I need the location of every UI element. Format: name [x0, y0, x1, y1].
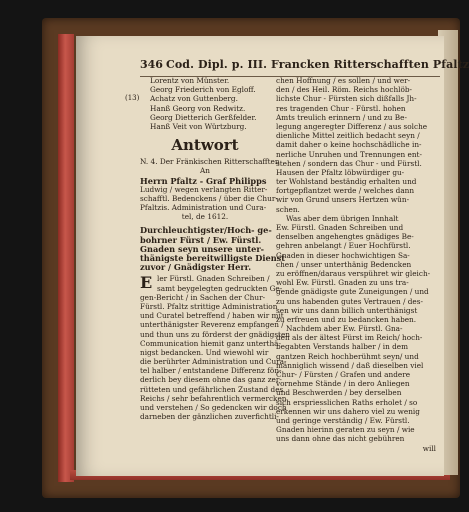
book-page [76, 36, 469, 476]
page-header [140, 56, 469, 77]
body-line: dienliche Mittel zeitlich bedacht seyn / [276, 131, 420, 141]
page-edges-red [58, 34, 74, 482]
signatory: Georg Friederich von Egloff. [150, 85, 256, 95]
body-line: schen. [276, 204, 300, 214]
body-line: tel halber / entstandene Differenz fön- [140, 366, 282, 376]
body-line: stehen / sondern das Chur - und Fürstl. [276, 158, 422, 168]
salutation-line: thänigste bereitwilligste Dienst [140, 253, 286, 263]
body-line: begabten Verstands halber / in dem [276, 342, 409, 352]
body-line: zu erfreuen und zu bedancken haben. [276, 314, 417, 324]
signatory: Georg Dietterich Gerßfelder. [150, 112, 257, 122]
salutation-line: zuvor / Gnädigster Herr. [140, 262, 252, 273]
body-line: Ew. Fürstl. Gnaden Schreiben und [276, 223, 404, 232]
body-line: erkennen wir uns dahero viel zu wenig [276, 406, 420, 416]
body-line: zu eröffnen/daraus verspühret wir gleich- [276, 268, 431, 278]
signatory: Hanß Veit von Würtzburg. [150, 121, 247, 131]
intro-line: tel, de 1612. [181, 212, 229, 222]
body-line: vornehme Stände / in dero Anliegen [276, 379, 410, 389]
body-line: gen-Bericht / in Sachen der Chur- [140, 292, 266, 302]
margin-note: (13) [125, 94, 140, 103]
body-line: Amts treulich erinnern / und zu Be- [276, 112, 407, 122]
body-line: Communication hiemit ganz unterthä- [140, 338, 281, 348]
body-line: derlich bey diesem ohne das ganz zer- [140, 375, 282, 385]
body-line: uns dann ohne das nicht gebühren [276, 434, 405, 444]
body-line: nigst bedancken. Und wiewohl wir [140, 347, 269, 357]
body-line: Chur- / Fürsten / Grafen und andere [276, 370, 411, 379]
body-line: chen / unser unterthänig Bedencken [276, 259, 412, 269]
left-column [125, 76, 291, 422]
body-line: denselben angehengtes gnädiges Be- [276, 232, 414, 242]
intro-line: Pfaltzis. Administration und Cura- [140, 203, 267, 213]
body-line: und Beschwerden / bey derselben [276, 388, 402, 398]
body-line: gende gnädigste gute Zuneigungen / und [276, 287, 429, 297]
signatory: (13) Achatz von Guttenberg. [125, 94, 238, 104]
catchword: will [422, 443, 436, 453]
body-line: res tragenden Chur - Fürstl. hohen [276, 103, 406, 113]
section-heading: Antwort [171, 136, 239, 155]
body-line: gantzen Reich hochberühmt seyn/ und [276, 351, 419, 361]
body-line: Gnaden hierinn geraten zu seyn / wie [276, 425, 415, 435]
body-line: den / des Heil. Röm. Reichs hochlöb- [276, 85, 413, 95]
page-number: 346 [140, 58, 163, 71]
drop-cap: E [140, 273, 153, 293]
body-line: fortgepflantzet werde / welches dann [276, 186, 415, 196]
right-column [276, 76, 438, 453]
body-line: wohl Ew. Fürstl. Gnaden zu uns tra- [276, 278, 409, 288]
body-line: die berührter Administration und Cura- [140, 357, 287, 367]
body-line: samt beygelegten gedruckten Ge- [157, 283, 283, 293]
body-line: wir von Grund unsers Hertzen wün- [276, 195, 410, 205]
intro-line: Herrn Pfaltz - Graf Philipps [140, 175, 267, 186]
body-line: gehren anbelangt / Euer Hochfürstl. [276, 241, 411, 251]
body-line: rütteten und gefährlichen Zustand des [140, 384, 284, 394]
body-line: sich erspriesslichen Raths erholet / so [276, 397, 418, 407]
body-line: ter Wohlstand beständig erhalten und [276, 177, 417, 187]
body-paragraph [140, 273, 291, 422]
body-line: Reichs / sehr befahrentlich vermercken [140, 393, 287, 403]
body-line: und thun uns zu förderst der gnädigsten [140, 329, 291, 339]
signatory: Lorentz von Münster. [150, 76, 230, 85]
body-line: nerliche Unruhen und Trennungen ent- [276, 149, 422, 159]
running-title: Cod. Dipl. p. III. Francken Ritterschafften Pfaltz [166, 58, 469, 71]
body-line: ler Fürstl. Gnaden Schreiben / [157, 274, 270, 284]
body-line: sen wir uns dann billich unterthänigst [276, 305, 418, 315]
body-line: Gnaden in dieser hochwichtigen Sa- [276, 250, 410, 260]
body-line: und verstehen / So gedencken wir doch [140, 403, 287, 412]
body-line: legung angeregter Differenz / aus solche [276, 121, 428, 131]
body-line: Hausen der Pfaltz löbwürdiger gu- [276, 167, 405, 177]
body-line: Was aber dem übrigen Innhalt [286, 213, 399, 223]
body-line: den als der ältest Fürst im Reich/ hoch- [276, 333, 423, 343]
body-line: Fürstl. Pfaltz strittige Administration [140, 301, 278, 311]
intro-line: schafftl. Bedenckens / über die Chur- [140, 193, 278, 203]
body-line: damit daher o keine hochschädliche in- [276, 140, 422, 150]
body-line: männiglich wissend / daß dieselben viel [276, 360, 424, 370]
body-line: unterthänigster Reverenz empfangen / [140, 320, 284, 330]
body-line: lichste Chur - Fürsten sich dißfalls Jh- [276, 94, 417, 104]
intro-line: Ludwig / wegen verlangten Ritter- [140, 184, 268, 194]
salutation-line: bohrner Fürst / Ew. Fürstl. [140, 234, 262, 245]
body-line: darneben der gänzlichen zuverfichtli- [140, 412, 279, 422]
intro-line: N. 4. Der Fränkischen Ritterschafften [140, 157, 280, 167]
signatory: Hanß Georg von Redwitz. [150, 103, 246, 113]
body-line: und Curatel betreffend / haben wir mit [140, 311, 284, 321]
intro-line: An [200, 166, 210, 176]
body-line: Nachdem aber Ew. Fürstl. Gna- [286, 324, 403, 334]
body-line: und geringe verständig / Ew. Fürstl. [276, 415, 410, 425]
salutation-line: Durchleuchtigster/Hoch- ge- [140, 225, 272, 236]
body-line: zu uns habenden gutes Vertrauen / des- [276, 296, 423, 306]
body-line: chen Hoffnung / es sollen / und wer- [276, 76, 411, 85]
salutation-line: Gnaden seyn unsere unter- [140, 243, 265, 254]
